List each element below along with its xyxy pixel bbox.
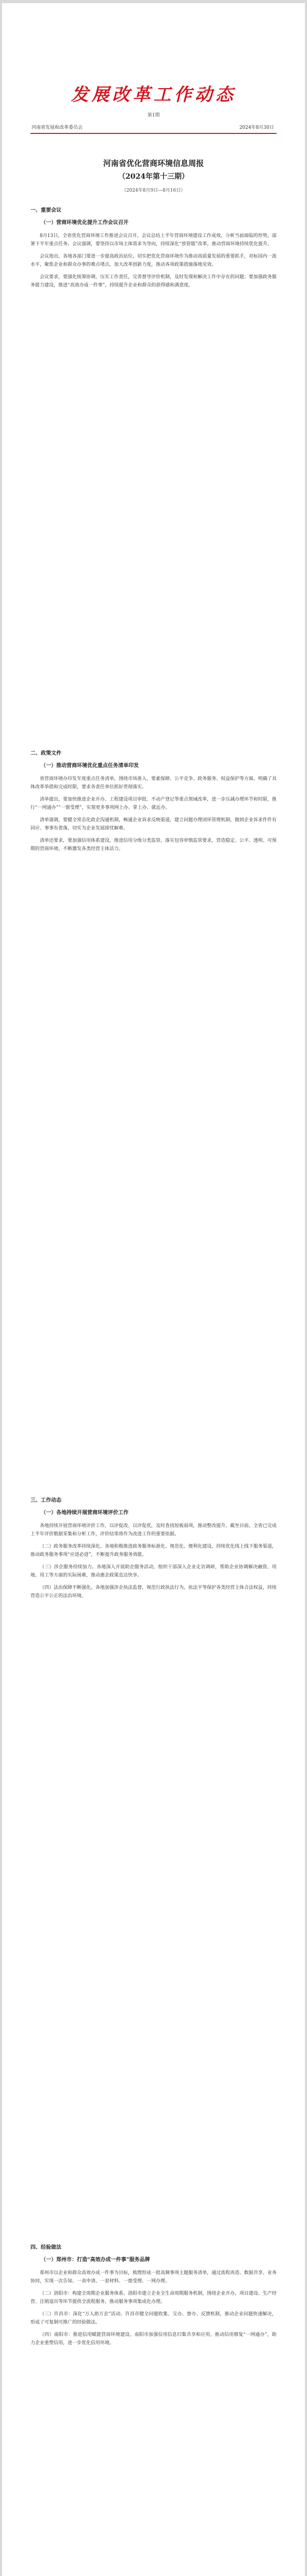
paragraph: 清单还要求，要加强信用体系建设，推进信用分级分类监管，落实包容审慎监管要求，营造稳定、公平、透明、可预期的营商环境，不断激发各类经营主体活力。 [30,838,277,852]
report-date-range: （2024年8月9日—8月16日） [121,188,186,193]
masthead-title: 发展改革工作动态 [71,84,236,105]
report-title: 河南省优化营商环境信息周报 [103,159,204,168]
paragraph: 清单强调，要健全常态化政企沟通机制，畅通企业诉求反映渠道，建立问题办理闭环管理机制，做到企业诉求件件有回应、事事有着落，切实为企业发展排忧解难。 [30,818,277,831]
section-important-meetings [30,207,277,294]
section-heading: 一、重要会议 [30,208,61,213]
paragraph: 各地持续开展营商环境评价工作，以评促改、以评促优，及时查找短板弱项，推动整改提升。截至目前，全省已完成上半年评价数据采集和分析工作，评价结果将作为改进工作的重要依据。 [30,1523,277,1537]
paragraph: 8月13日，全省优化营商环境工作推进会议召开，会议总结上半年营商环境建设工作成效，分析当前面临的形势，部署下半年重点任务。会议强调，要坚持以市场主体需求为导向，持续深化“放管服”改革，推动营商环境持续优化提升。 [30,233,277,247]
paragraph: （三）涉企服务持续加力。各地深入开展助企服务活动，组织干部深入企业走访调研，帮助企业协调解决融资、用地、用工等方面的实际困难，推动惠企政策直达快享。 [30,1565,277,1578]
publisher: 河南省发展和改革委员会 [31,125,83,130]
paragraph: 会议指出，各地各部门要进一步提高政治站位，切实把优化营商环境作为推动高质量发展的重要抓手，对标国内一流水平，聚焦企业和群众办事的难点堵点，加大改革创新力度，推动各项政策措施落地见效。 [30,254,277,267]
paragraph: （四）南阳市：推进信用赋能营商环境建设。南阳市加强信用信息归集共享和应用，推动信用修复“一网通办”，助力企业重塑信用，进一步优化信用环境。 [30,2332,277,2346]
issue-number: 第1期 [147,113,160,118]
paragraph: 郑州市以企业和群众高效办成一件事为目标，梳理形成一批高频事项主题服务清单，通过流程再造、数据共享、业务协同，实现一次告知、一表申请、一套材料、一窗受理、一网办理。 [30,2270,277,2284]
section-experience [30,2244,277,2351]
paragraph: （三）许昌市：深化“万人助万企”活动。许昌市健全问题收集、交办、督办、反馈机制，推动企业问题快速解决，形成了可复制可推广的经验做法。 [30,2312,277,2325]
section-subheading: （一）营商环境优化提升工作会议召开 [41,220,128,226]
section-heading: 四、经验做法 [30,2245,61,2250]
section-subheading: （一）郑州市：打造“高效办成一件事”服务品牌 [41,2257,150,2263]
section-subheading: （一）推动营商环境优化重点任务清单印发 [41,763,139,769]
header-divider [30,133,277,134]
publish-date: 2024年8月30日 [239,125,274,130]
paragraph: 省营商环境办印发年度重点任务清单，围绕市场准入、要素保障、公平竞争、政务服务、权益保护等方面，明确了具体改革举措和完成时限，要求各责任单位抓好贯彻落实。 [30,776,277,790]
paragraph: （二）洛阳市：构建全周期企业服务体系。洛阳市建立企业全生命周期服务机制，围绕企业开办、项目建设、生产经营、注销退出等环节提供全流程服务，推动服务事项集成化办理。 [30,2291,277,2304]
section-heading: 二、政策文件 [30,751,61,756]
section-work-updates [30,1497,277,1604]
report-issue-label: （2024年第十三期） [118,173,189,181]
paragraph: 会议要求，要强化统筹协调，压实工作责任，完善督导评价机制，及时发现和解决工作中存在的问题；要加强政务服务能力建设，推进“高效办成一件事”，持续提升企业和群众的获得感和满意度。 [30,275,277,288]
document-page [2,3,305,2576]
paragraph: （二）政务服务改革持续深化。各地积极推进政务服务标准化、规范化、便利化建设，持续优化线上线下服务渠道，推动政务服务事项“应进必进”，不断提升政务服务效能。 [30,1544,277,1557]
section-subheading: （一）各地持续开展营商环境评价工作 [41,1510,128,1516]
section-heading: 三、工作动态 [30,1498,61,1503]
paragraph: （四）法治保障不断强化。各地加强涉企执法监督，规范行政执法行为，依法平等保护各类经营主体合法权益，持续营造公平公正的法治环境。 [30,1585,277,1599]
section-policy-documents [30,750,277,857]
paragraph: 清单提出，要加快推进企业开办、工程建设项目审批、不动产登记等重点领域改革，进一步压减办理环节和时限，推行“一网通办”“一窗受理”，实现更多事项网上办、掌上办、就近办。 [30,797,277,810]
